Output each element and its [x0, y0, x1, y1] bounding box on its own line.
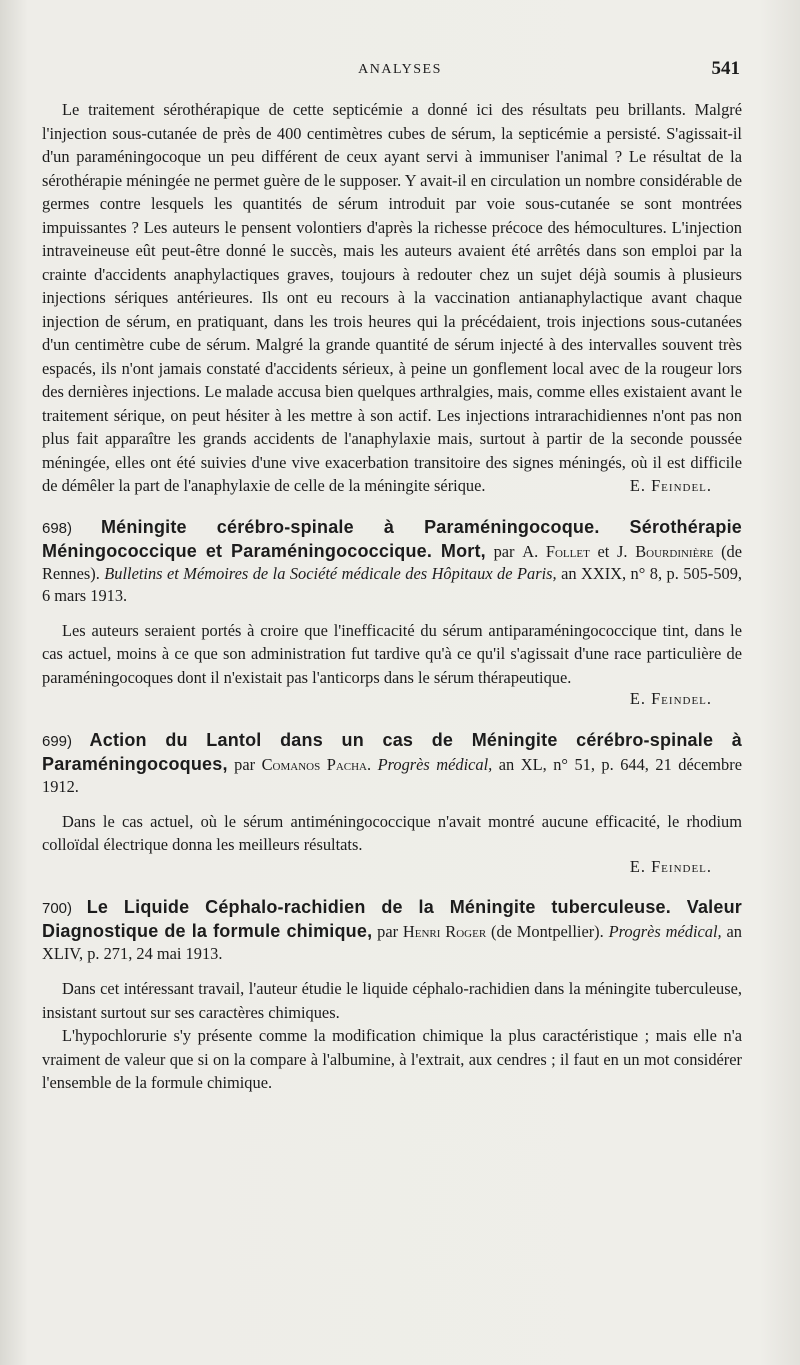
- intro-paragraph: Le traitement sérothérapique de cette septicémie a donné ici des résultats peu brillants. Malgré l'injection sous-cutanée de près de 400 centimètres cubes de sérum, la septicémie a persisté. S'agissait-il d'un paraméningocoque un peu différent de ceux ayant servi à immuniser l'animal ? Le résultat de la sérothérapie méningée ne permet guère de le supposer. Y avait-il en circulation un nombre considérable de germes contre lesquels les quantités de sérum introduit par voie sous-cutanée se sont montrées impuissantes ? Les auteurs le pensent volontiers d'après la richesse précoce des hémocultures. L'injection intraveineuse eût peut-être donné le succès, mais les auteurs avaient été arrêtés dans son emploi par la crainte d'accidents anaphylactiques graves, toujours à redouter chez un sujet déjà soumis à plusieurs injections sériques antérieures. Ils ont eu recours à la vaccination antianaphylactique avant chaque injection de sérum, en pratiquant, dans les trois heures qui la précédaient, trois injections sous-cutanées d'un centimètre cube de sérum. Malgré la grande quantité de sérum injecté à des intervalles souvent très espacés, ils n'ont jamais constaté d'accidents sérieux, à peine un gonflement local avec de la rougeur lors des dernières injections. Le malade accusa bien quelques arthralgies, mais, comme elles existaient avant le traitement sérique, on peut hésiter à les mettre à son actif. Les injections intrarachidiennes n'ont pas non plus fait apparaître les grands accidents de l'anaphylaxie mais, surtout à partir de la seconde poussée méningée, elles ont été suivies d'une vive exacerbation transitoire des signes méningés, où il est difficile de démêler la part de l'anaphylaxie de celle de la méningite sérique.: [42, 100, 742, 495]
- entry-author: Comanos Pacha: [261, 754, 367, 774]
- abstract-entry-700: [42, 896, 742, 1095]
- page-number: 541: [711, 58, 740, 79]
- entry-body: Dans le cas actuel, où le sérum antiméningococcique n'avait montré aucune efficacité, le rhodium colloïdal électrique donna les meilleurs résultats.: [42, 811, 742, 854]
- entry-number: 698): [42, 519, 73, 537]
- entry-and: et: [589, 541, 618, 561]
- entry-by: par: [372, 922, 403, 941]
- entry-journal: Progrès médical,: [377, 754, 493, 774]
- entry-body-paragraph-2: L'hypochlorurie s'y présente comme la modification chimique la plus caractéristique ; mais elle n'a vraiment de valeur que si on la compare à l'albumine, à l'extrait, aux cendres ; il faut en un mot considérer l'ensemble de la formule chimique.: [42, 1026, 742, 1092]
- entry-signature: E. Feindel.: [629, 689, 712, 708]
- entry-reference: an XXIX, n° 8, p. 505-509, 6 mars 1913.: [42, 563, 743, 605]
- entry-journal: Progrès médical,: [608, 922, 722, 941]
- entry-author: A. Follet: [522, 541, 590, 561]
- entry-body: Les auteurs seraient portés à croire que l'inefficacité du sérum antiparaméningococcique tint, dans le cas actuel, moins à ce que son administration fut tardive qu'à ce qu'il s'agissait d'une race particulière de paraméningocoques dont il n'existait pas l'anticorps dans le sérum thérapeutique.: [42, 620, 742, 687]
- entry-heading: [42, 516, 742, 607]
- entry-author: Henri Roger: [402, 922, 487, 941]
- entry-by: par: [485, 541, 523, 561]
- page-content: [42, 98, 742, 1095]
- entry-reference: an XLIV, p. 271, 24 mai 1913.: [42, 922, 742, 963]
- entry-reference: an XL, n° 51, p. 644, 21 décembre 1912.: [42, 754, 742, 796]
- entry-number: 699): [42, 732, 73, 750]
- entry-number: 700): [42, 900, 73, 917]
- entry-journal: Bulletins et Mémoires de la Société médicale des Hôpitaux de Paris,: [104, 563, 557, 583]
- entry-title: Action du Lantol dans un cas de Méningite cérébro-spinale à Paraméningocoques,: [42, 729, 742, 774]
- abstract-entry-698: [42, 516, 742, 711]
- entry-by: par: [227, 754, 262, 774]
- entry-author-2: J. Bourdinière: [617, 541, 714, 561]
- entry-heading: [42, 896, 742, 965]
- entry-body-paragraph-1: Dans cet intéressant travail, l'auteur étudie le liquide céphalo-rachidien dans la méningite tuberculeuse, insistant surtout sur ses caractères chimiques.: [42, 979, 742, 1022]
- entry-place: (de Rennes).: [42, 541, 743, 583]
- entry-title: Méningite cérébro-spinale à Paraméningocoque. Sérothérapie Méningococcique et Paraméningococcique. Mort,: [42, 516, 742, 561]
- entry-title: Le Liquide Céphalo-rachidien de la Méningite tuberculeuse. Valeur Diagnostique de la formule chimique,: [42, 897, 742, 941]
- intro-signature: E. Feindel.: [629, 476, 712, 495]
- entry-place: (de Montpellier).: [486, 922, 609, 941]
- abstract-entry-699: [42, 729, 742, 879]
- entry-heading: 699) Action du Lantol dans un cas de Méningite cérébro-spinale à Paraméningocoques, par Comanos Pacha. Progrès médical, an XL, n° 51, p. 644, 21 décembre 1912.: [42, 729, 742, 796]
- page-header: [60, 58, 740, 84]
- running-title: ANALYSES: [358, 62, 442, 77]
- entry-signature: E. Feindel.: [629, 856, 712, 876]
